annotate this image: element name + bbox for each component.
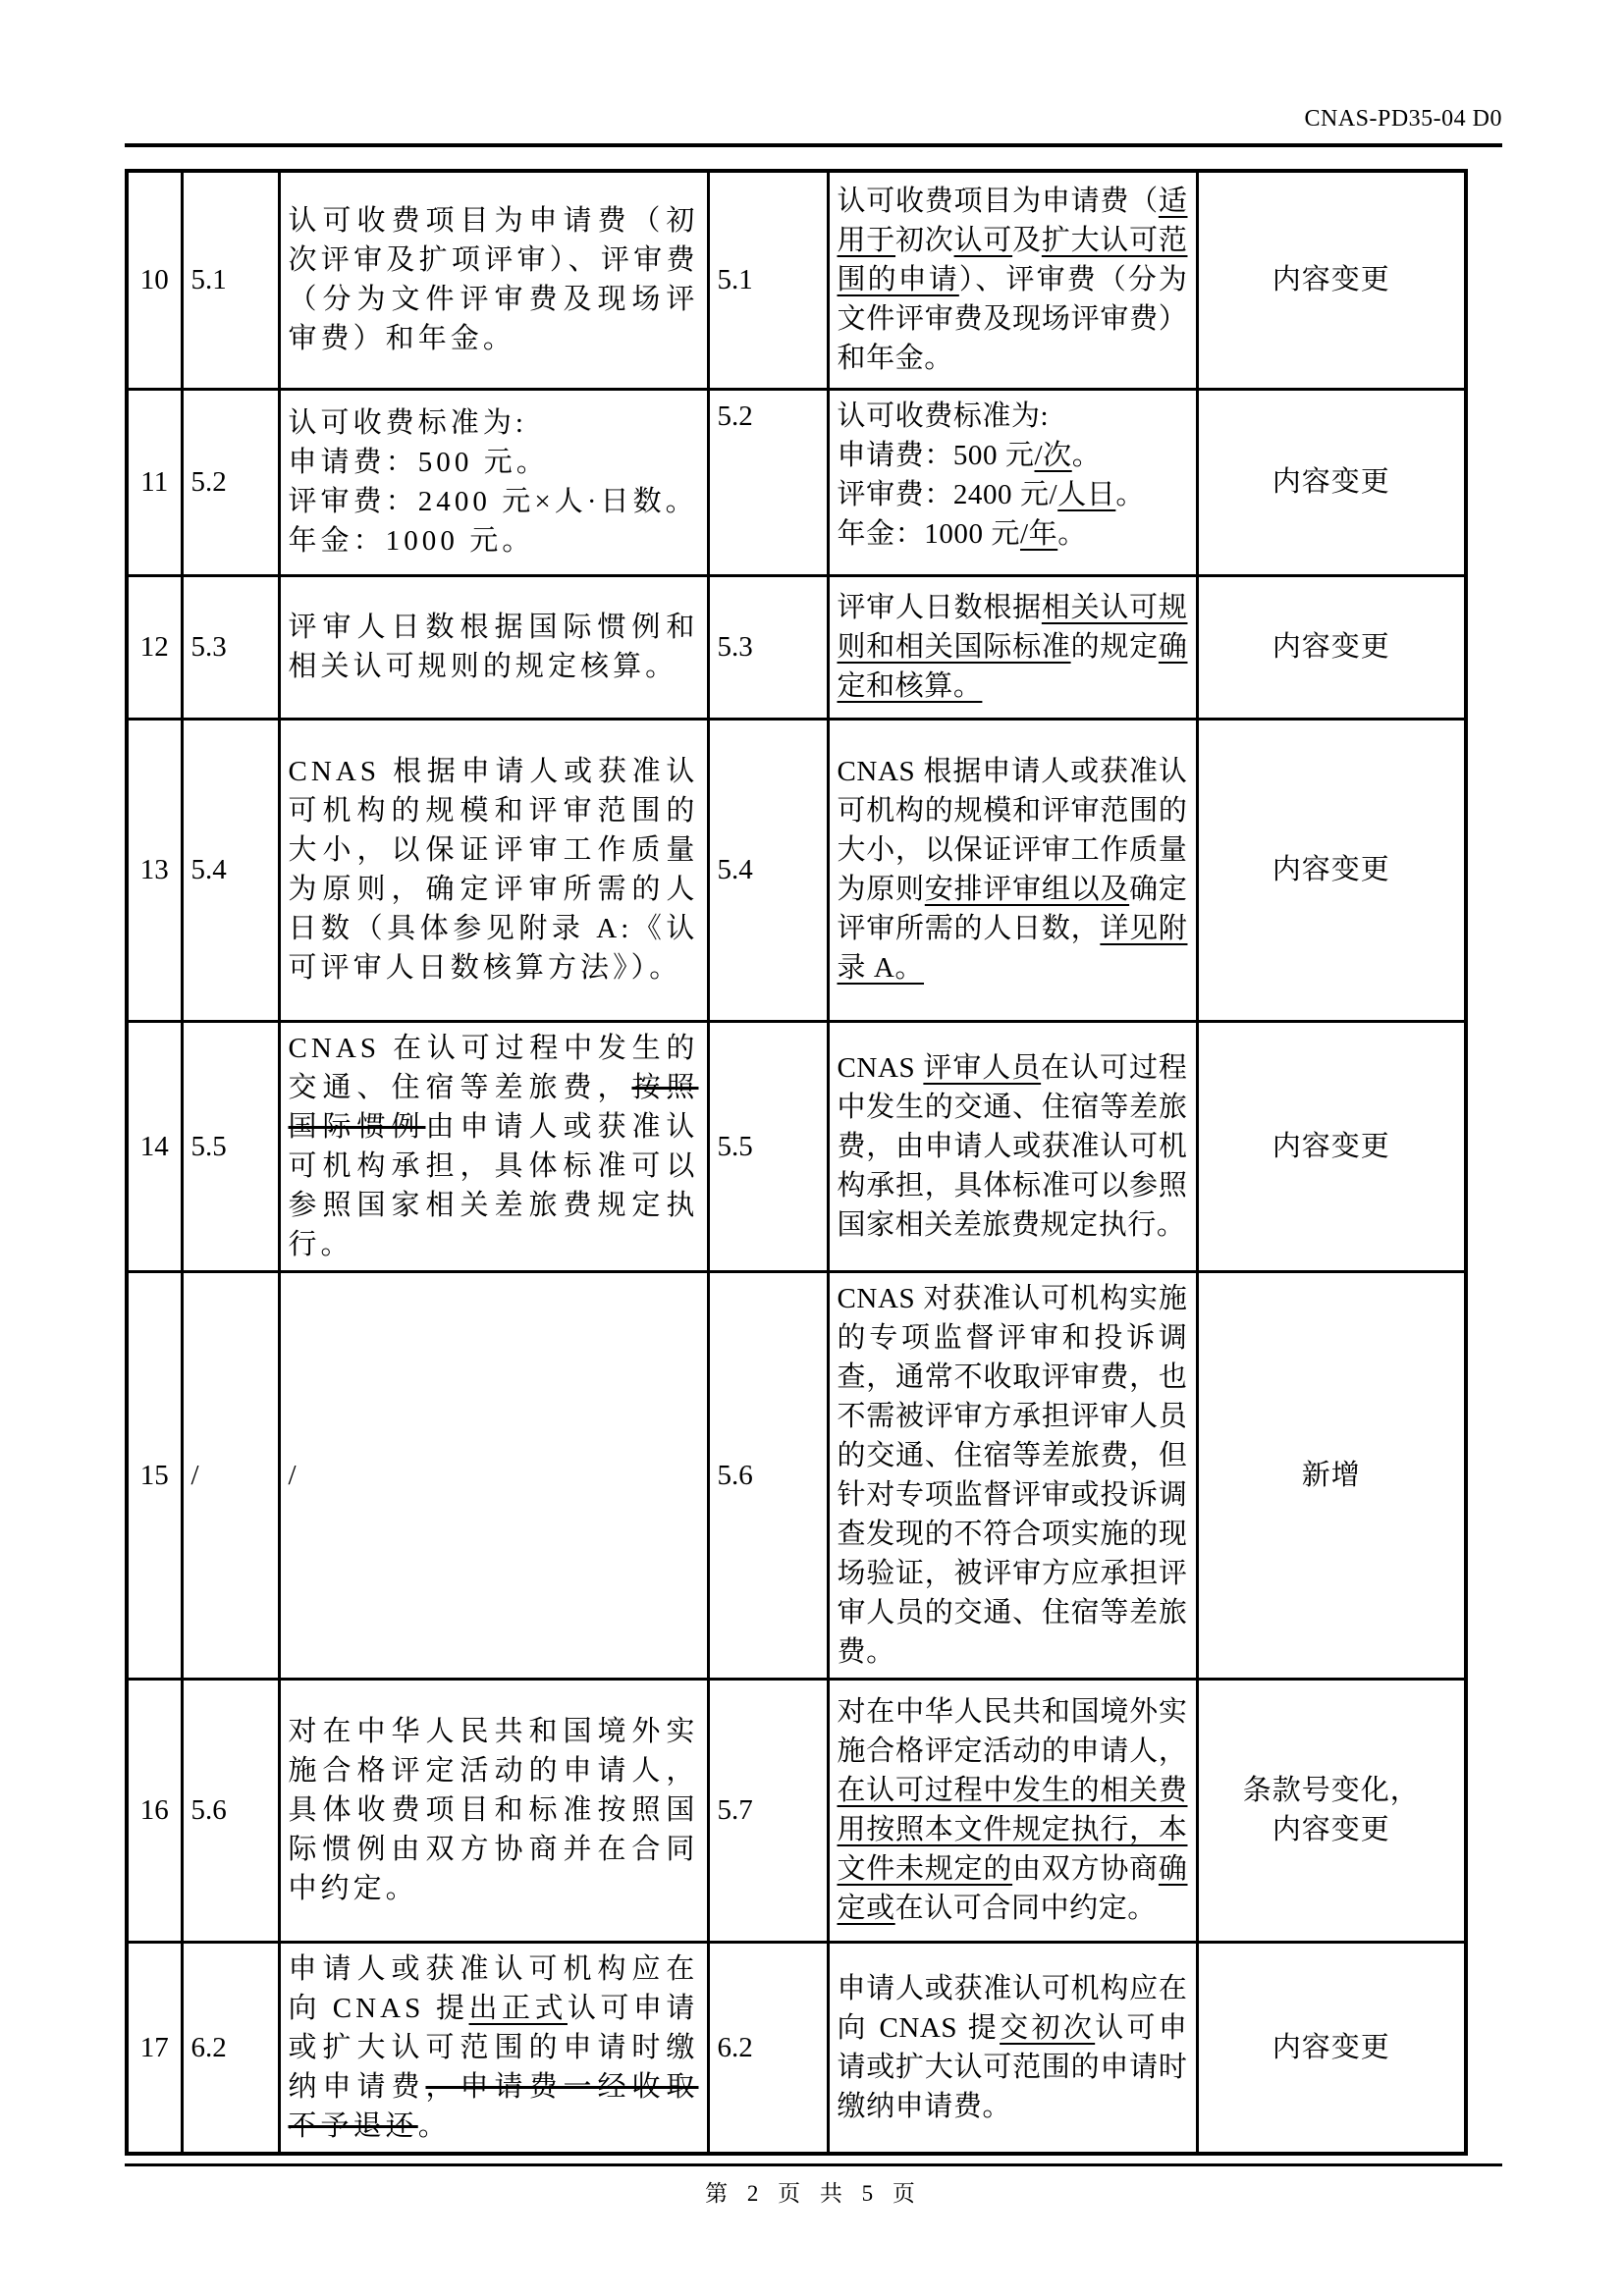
text-segment: 5.4 xyxy=(190,854,227,885)
old-clause-cell xyxy=(182,575,279,719)
old-text-cell xyxy=(279,171,708,389)
new-text-cell xyxy=(828,171,1197,389)
text-segment: 15 xyxy=(139,1459,169,1491)
text-segment: 在认可过程中发生的交通、住宿等差旅费，由申请人或获准认可机构承担，具体标准可以参照国家相关差旅费规定执行。 xyxy=(837,1051,1188,1241)
text-segment: 13 xyxy=(139,854,169,885)
new-clause-cell xyxy=(708,1271,828,1679)
text-segment: CNAS 在认可过程中发生的交通、住宿等差旅费， xyxy=(288,1032,699,1103)
old-clause-cell xyxy=(182,719,279,1021)
new-text-cell xyxy=(828,719,1197,1021)
text-segment: 5.5 xyxy=(717,1130,753,1162)
table-row xyxy=(127,575,1466,719)
text-segment: 14 xyxy=(139,1130,169,1162)
text-segment: 对在中华人民共和国境外实施合格评定活动的申请人，具体收费项目和标准按照国际惯例由双方协商并在合同中约定。 xyxy=(288,1716,699,1904)
row-number-cell xyxy=(127,575,182,719)
text-segment: 认可收费项目为申请费（初次评审及扩项评审）、评审费（分为文件评审费及现场评审费）和年金。 xyxy=(288,205,699,355)
text-segment: 5.4 xyxy=(717,854,753,885)
text-segment: 出正式 xyxy=(468,1992,568,2024)
old-text-cell xyxy=(279,1271,708,1679)
row-number-cell xyxy=(127,171,182,389)
new-clause-cell xyxy=(708,575,828,719)
new-clause-cell xyxy=(708,719,828,1021)
change-type-cell xyxy=(1197,1942,1466,2154)
text-segment: 6.2 xyxy=(717,2031,753,2063)
text-segment: / xyxy=(288,1459,300,1491)
row-number-cell xyxy=(127,1942,182,2154)
table-row xyxy=(127,719,1466,1021)
text-segment: 。 年金：1000 元 xyxy=(837,478,1145,550)
new-text-cell xyxy=(828,389,1197,575)
new-clause-cell xyxy=(708,1942,828,2154)
text-segment: 5.2 xyxy=(190,466,227,498)
text-segment: 5.3 xyxy=(717,631,753,663)
text-segment: 。 评审费：2400 元/ xyxy=(837,439,1102,510)
text-segment: 5.1 xyxy=(717,264,753,296)
row-number-cell xyxy=(127,1679,182,1942)
text-segment: 的规定 xyxy=(1070,631,1159,663)
text-segment: 评审人员 xyxy=(923,1051,1042,1084)
text-segment: 评审人日数根据国际惯例和相关认可规则的规定核算。 xyxy=(288,612,699,682)
text-segment: 认可 xyxy=(953,225,1013,257)
new-text-cell xyxy=(828,1942,1197,2154)
table-row xyxy=(127,1679,1466,1942)
doc-code: CNAS-PD35-04 D0 xyxy=(1304,106,1502,132)
change-table-body xyxy=(127,171,1466,2154)
text-segment: 16 xyxy=(139,1794,169,1826)
text-segment: ，申请费一经收取不予退还 xyxy=(288,2070,699,2142)
text-segment: 认可收费项目为申请费（ xyxy=(837,186,1159,218)
text-segment: 认可收费标准为: 申请费：500 元。 评审费：2400 元×人·日数。 年金：1000 元。 xyxy=(288,407,698,557)
text-segment: 确定评审所需的人日数， xyxy=(837,874,1188,944)
old-text-cell xyxy=(279,1021,708,1271)
header-rule xyxy=(125,143,1502,147)
text-segment: 在认可合同中约定。 xyxy=(894,1893,1157,1924)
new-text-cell xyxy=(828,1021,1197,1271)
change-type-cell xyxy=(1197,171,1466,389)
change-type-cell xyxy=(1197,1679,1466,1942)
new-text-cell xyxy=(828,1679,1197,1942)
old-text-cell xyxy=(279,719,708,1021)
text-segment: 认可申请或扩大认可范围的申请时缴纳申请费 xyxy=(288,1992,699,2103)
text-segment: 对在中华人民共和国境外实施合格评定活动的申请人， xyxy=(837,1696,1188,1767)
text-segment: CNAS xyxy=(837,1051,924,1084)
text-segment: 认可申请或扩大认可范围的申请时缴纳申请费。 xyxy=(837,2011,1188,2122)
text-segment: 内容变更 xyxy=(1272,2031,1390,2063)
text-segment: 扩大认可范围的申请 xyxy=(837,225,1188,296)
change-type-cell xyxy=(1197,1271,1466,1679)
new-clause-cell xyxy=(708,1679,828,1942)
text-segment: 5.6 xyxy=(717,1459,753,1491)
text-segment: 内容变更 xyxy=(1272,854,1390,885)
text-segment: / xyxy=(190,1459,199,1491)
text-segment: 内容变更 xyxy=(1272,264,1390,296)
row-number-cell xyxy=(127,389,182,575)
old-clause-cell xyxy=(182,1679,279,1942)
text-segment: 10 xyxy=(139,264,169,296)
text-segment: 条款号变化， 内容变更 xyxy=(1242,1775,1420,1845)
text-segment: 及 xyxy=(1012,225,1042,257)
text-segment: 6.2 xyxy=(190,2031,227,2063)
new-clause-cell xyxy=(708,1021,828,1271)
old-text-cell xyxy=(279,389,708,575)
text-segment: /次 xyxy=(1034,439,1072,471)
text-segment: 认可收费标准为: 申请费：500 元 xyxy=(837,400,1050,471)
change-type-cell xyxy=(1197,575,1466,719)
text-segment: CNAS 根据申请人或获准认可机构的规模和评审范围的大小，以保证评审工作质量为原则 xyxy=(837,756,1188,905)
text-segment: 确定或 xyxy=(837,1853,1188,1924)
text-segment: CNAS 根据申请人或获准认可机构的规模和评审范围的大小，以保证评审工作质量为原则，确定评审所需的人日数（具体参见附录 A:《认可评审人日数核算方法》）。 xyxy=(288,756,699,984)
footer-rule xyxy=(125,2163,1502,2166)
new-clause-cell xyxy=(708,171,828,389)
text-segment: 安排评审组以及 xyxy=(924,874,1130,905)
old-clause-cell xyxy=(182,171,279,389)
row-number-cell xyxy=(127,1021,182,1271)
text-segment: 初次 xyxy=(895,225,954,257)
table-row xyxy=(127,1942,1466,2154)
text-segment: 12 xyxy=(139,631,169,663)
text-segment: 5.6 xyxy=(190,1794,227,1826)
text-segment: 。 xyxy=(1057,517,1087,550)
text-segment: 5.7 xyxy=(717,1794,753,1826)
old-text-cell xyxy=(279,575,708,719)
text-segment: 由申请人或获准认可机构承担，具体标准可以参照国家相关差旅费规定执行。 xyxy=(288,1110,699,1260)
text-segment: 5.5 xyxy=(190,1130,227,1162)
text-segment: 评审人日数根据 xyxy=(837,592,1042,623)
new-text-cell xyxy=(828,575,1197,719)
text-segment: 内容变更 xyxy=(1272,1130,1390,1162)
old-clause-cell xyxy=(182,1942,279,2154)
text-segment: CNAS 对获准认可机构实施的专项监督评审和投诉调查，通常不收取评审费，也不需被评审方承担评审人员的交通、住宿等差旅费，但针对专项监督评审或投诉调查发现的不符合项实施的现场验证，被评审方应承担评审人员的交通、住宿等差旅费。 xyxy=(837,1282,1188,1668)
old-text-cell xyxy=(279,1679,708,1942)
text-segment: ）、评审费（分为文件评审费及现场评审费）和年金。 xyxy=(837,264,1188,375)
text-segment: 11 xyxy=(140,466,169,498)
text-segment: 详见附录 A。 xyxy=(837,913,1188,984)
text-segment: 17 xyxy=(139,2031,169,2063)
text-segment: 内容变更 xyxy=(1272,631,1390,663)
text-segment: 由双方协商 xyxy=(1012,1853,1159,1885)
old-clause-cell xyxy=(182,389,279,575)
text-segment: 相关认可规则和相关国际标准 xyxy=(837,592,1188,663)
text-segment: 按照国际惯例 xyxy=(288,1071,699,1143)
row-number-cell xyxy=(127,719,182,1021)
text-segment: /年 xyxy=(1019,517,1058,550)
change-type-cell xyxy=(1197,389,1466,575)
text-segment: 新增 xyxy=(1301,1459,1361,1491)
text-segment: 5.3 xyxy=(190,631,227,663)
change-type-cell xyxy=(1197,1021,1466,1271)
old-clause-cell xyxy=(182,1021,279,1271)
row-number-cell xyxy=(127,1271,182,1679)
text-segment: 5.1 xyxy=(190,264,227,296)
old-clause-cell xyxy=(182,1271,279,1679)
text-segment: 人日 xyxy=(1057,478,1116,510)
text-segment: 适用于 xyxy=(837,186,1188,257)
text-segment: 申请人或获准认可机构应在向 CNAS 提 xyxy=(837,1972,1188,2044)
page-footer: 第 2 页 共 5 页 xyxy=(705,2181,922,2206)
table-row xyxy=(127,389,1466,575)
text-segment: 。 xyxy=(417,2109,451,2142)
table-row xyxy=(127,1271,1466,1679)
new-text-cell xyxy=(828,1271,1197,1679)
text-segment: 确定和核算。 xyxy=(837,631,1188,702)
text-segment: 5.2 xyxy=(717,400,753,432)
text-segment: 内容变更 xyxy=(1272,466,1390,498)
table-row xyxy=(127,171,1466,389)
change-type-cell xyxy=(1197,719,1466,1021)
new-clause-cell xyxy=(708,389,828,575)
revision-comparison-table xyxy=(125,169,1468,2156)
text-segment: 申请人或获准认可机构应在向 CNAS 提 xyxy=(288,1952,699,2024)
table-row xyxy=(127,1021,1466,1271)
text-segment: 交初次 xyxy=(1000,2011,1096,2044)
text-segment: 在认可过程中发生的相关费用按照本文件规定执行，本文件未规定的 xyxy=(837,1775,1188,1885)
old-text-cell xyxy=(279,1942,708,2154)
